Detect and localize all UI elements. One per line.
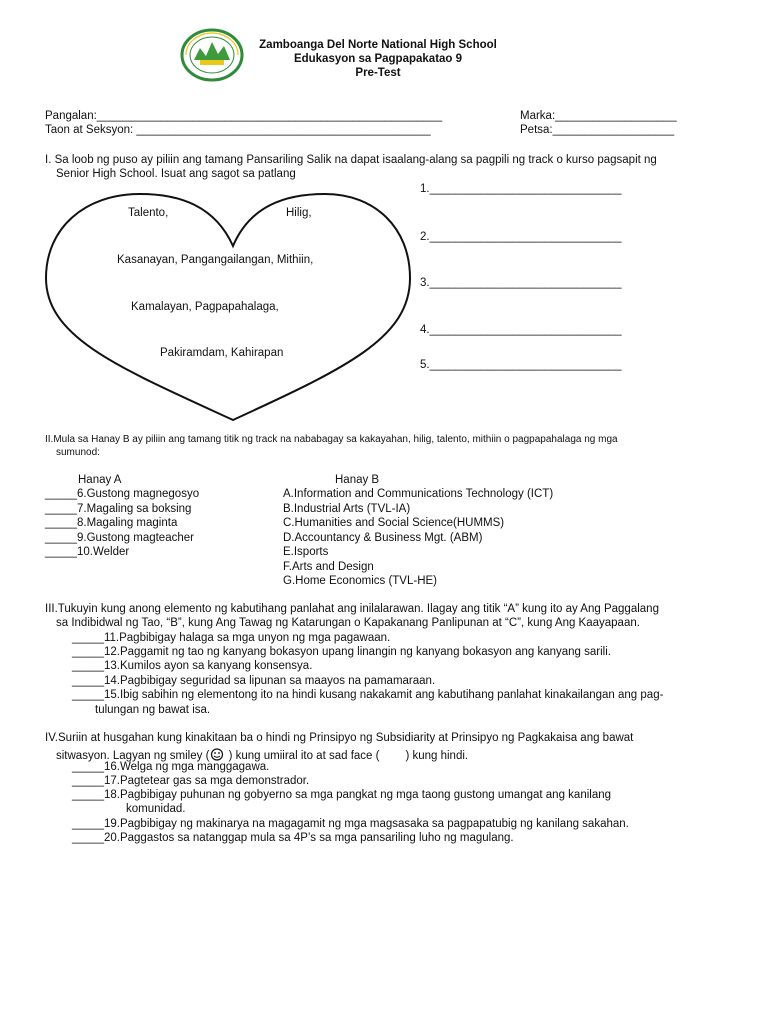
part4-item[interactable]: _____19.Pagbibigay ng makinarya na magagamit ng mga magsasaka sa pagpapatubig ng kanilang sakahan.: [72, 818, 629, 830]
hanay-b-item: G.Home Economics (TVL-HE): [283, 575, 438, 587]
part4-instr-text-b: ) kung umiiral ito at sad face (: [228, 750, 380, 762]
section-field[interactable]: Taon at Seksyon: ______________________________________________: [45, 124, 431, 136]
hanay-b-item: D.Accountancy & Business Mgt. (ABM): [283, 532, 483, 544]
part3-item[interactable]: _____13.Kumilos ayon sa kanyang konsensya.: [72, 660, 313, 672]
school-name: Zamboanga Del Norte National High School: [259, 39, 497, 51]
hanay-a-item[interactable]: _____6.Gustong magnegosyo: [45, 488, 200, 500]
heart-word-row3: Kasanayan, Pangangailangan, Mithiin,: [117, 254, 314, 266]
part3-item[interactable]: _____11.Pagbibigay halaga sa mga unyon ng mga pagawaan.: [72, 632, 391, 644]
answer-blank-2[interactable]: 2.______________________________: [420, 231, 622, 243]
hanay-b-item: B.Industrial Arts (TVL-IA): [283, 503, 411, 515]
subject-title: Edukasyon sa Pagpapakatao 9: [293, 53, 463, 65]
heart-word-row4: Kamalayan, Pagpapahalaga,: [131, 301, 279, 313]
part3-item[interactable]: _____14.Pagbibigay seguridad sa lipunan sa maayos na pamamaraan.: [72, 675, 436, 687]
answer-blank-1[interactable]: 1.______________________________: [420, 183, 622, 195]
part4-instr-text-a: sitwasyon. Lagyan ng smiley (: [56, 750, 210, 762]
part4-instruction-line2: [56, 746, 468, 762]
date-field[interactable]: Petsa:___________________: [520, 124, 675, 136]
part1-instruction-line1: I. Sa loob ng puso ay piliin ang tamang Pansariling Salik na dapat isaalang-alang sa pagpili ng track o kurso pagsapit ng: [45, 154, 657, 166]
part4-instruction-line1: IV.Suriin at husgahan kung kinakitaan ba o hindi ng Prinsipyo ng Subsidiarity at Prinsipyo ng Pagkakaisa ang bawat: [45, 732, 634, 744]
part3-item[interactable]: _____12.Paggamit ng tao ng kanyang bokasyon upang linangin ng kanyang bokasyon ang kanyang sarili.: [72, 646, 611, 658]
part2-instruction-line1: II.Mula sa Hanay B ay piliin ang tamang titik ng track na nababagay sa kakayahan, hilig, talento, mithiin o pagpapahalaga ng mga: [45, 434, 618, 445]
answer-blank-5[interactable]: 5.______________________________: [420, 359, 622, 371]
hanay-b-item: A.Information and Communications Technology (ICT): [283, 488, 554, 500]
part3-instruction-line1: III.Tukuyin kung anong elemento ng kabutihang panlahat ang inilalarawan. Ilagay ang titik “A” kung ito ay Ang Paggalang: [45, 603, 659, 615]
test-title: Pre-Test: [355, 67, 401, 79]
part2-instruction-line2: sumunod:: [56, 447, 100, 458]
sad-face-icon: [379, 746, 405, 759]
part4-item18-continuation: komunidad.: [126, 803, 186, 815]
part4-item[interactable]: _____18.Pagbibigay puhunan ng gobyerno sa mga pangkat ng mga taong gustong umangat ang kanilang: [72, 789, 612, 801]
answer-blank-3[interactable]: 3.______________________________: [420, 277, 622, 289]
part1-instruction-line2: Senior High School. Isuat ang sagot sa patlang: [56, 168, 296, 180]
part4-instr-text-c: ) kung hindi.: [405, 750, 469, 762]
heart-word-hilig: Hilig,: [286, 207, 312, 219]
grade-field[interactable]: Marka:___________________: [520, 110, 677, 122]
hanay-b-item: F.Arts and Design: [283, 561, 374, 573]
hanay-b-header: Hanay B: [335, 474, 380, 486]
answer-blank-4[interactable]: 4.______________________________: [420, 324, 622, 336]
heart-word-row5: Pakiramdam, Kahirapan: [160, 347, 284, 359]
heart-word-talento: Talento,: [128, 207, 169, 219]
part3-instruction-line2: sa Indibidwal ng Tao, “B”, kung Ang Tawag ng Katarungan o Kapakanang Panlipunan at “C”, kung Ang Kaayapaan.: [56, 617, 640, 629]
name-field[interactable]: Pangalan:______________________________________________________: [45, 110, 443, 122]
hanay-a-item[interactable]: _____9.Gustong magteacher: [45, 532, 194, 544]
hanay-a-item[interactable]: _____7.Magaling sa boksing: [45, 503, 192, 515]
hanay-a-item[interactable]: _____10.Welder: [45, 546, 130, 558]
part3-item[interactable]: _____15.Ibig sabihin ng elementong ito na hindi kusang nakakamit ang kabutihang panlahat kinakailangan ang pag-: [72, 689, 664, 701]
hanay-a-header: Hanay A: [78, 474, 122, 486]
hanay-b-item: C.Humanities and Social Science(HUMMS): [283, 517, 505, 529]
smiley-icon: [209, 748, 225, 761]
part4-item[interactable]: _____17.Pagtetear gas sa mga demonstrador.: [72, 775, 310, 787]
part4-item[interactable]: _____16.Welga ng mga manggagawa.: [72, 761, 270, 773]
part4-item[interactable]: _____20.Paggastos sa natanggap mula sa 4P’s sa mga pansariling luho ng magulang.: [72, 832, 514, 844]
hanay-b-item: E.Isports: [283, 546, 329, 558]
part3-item15-continuation: tulungan ng bawat isa.: [95, 704, 211, 716]
hanay-a-item[interactable]: _____8.Magaling maginta: [45, 517, 178, 529]
